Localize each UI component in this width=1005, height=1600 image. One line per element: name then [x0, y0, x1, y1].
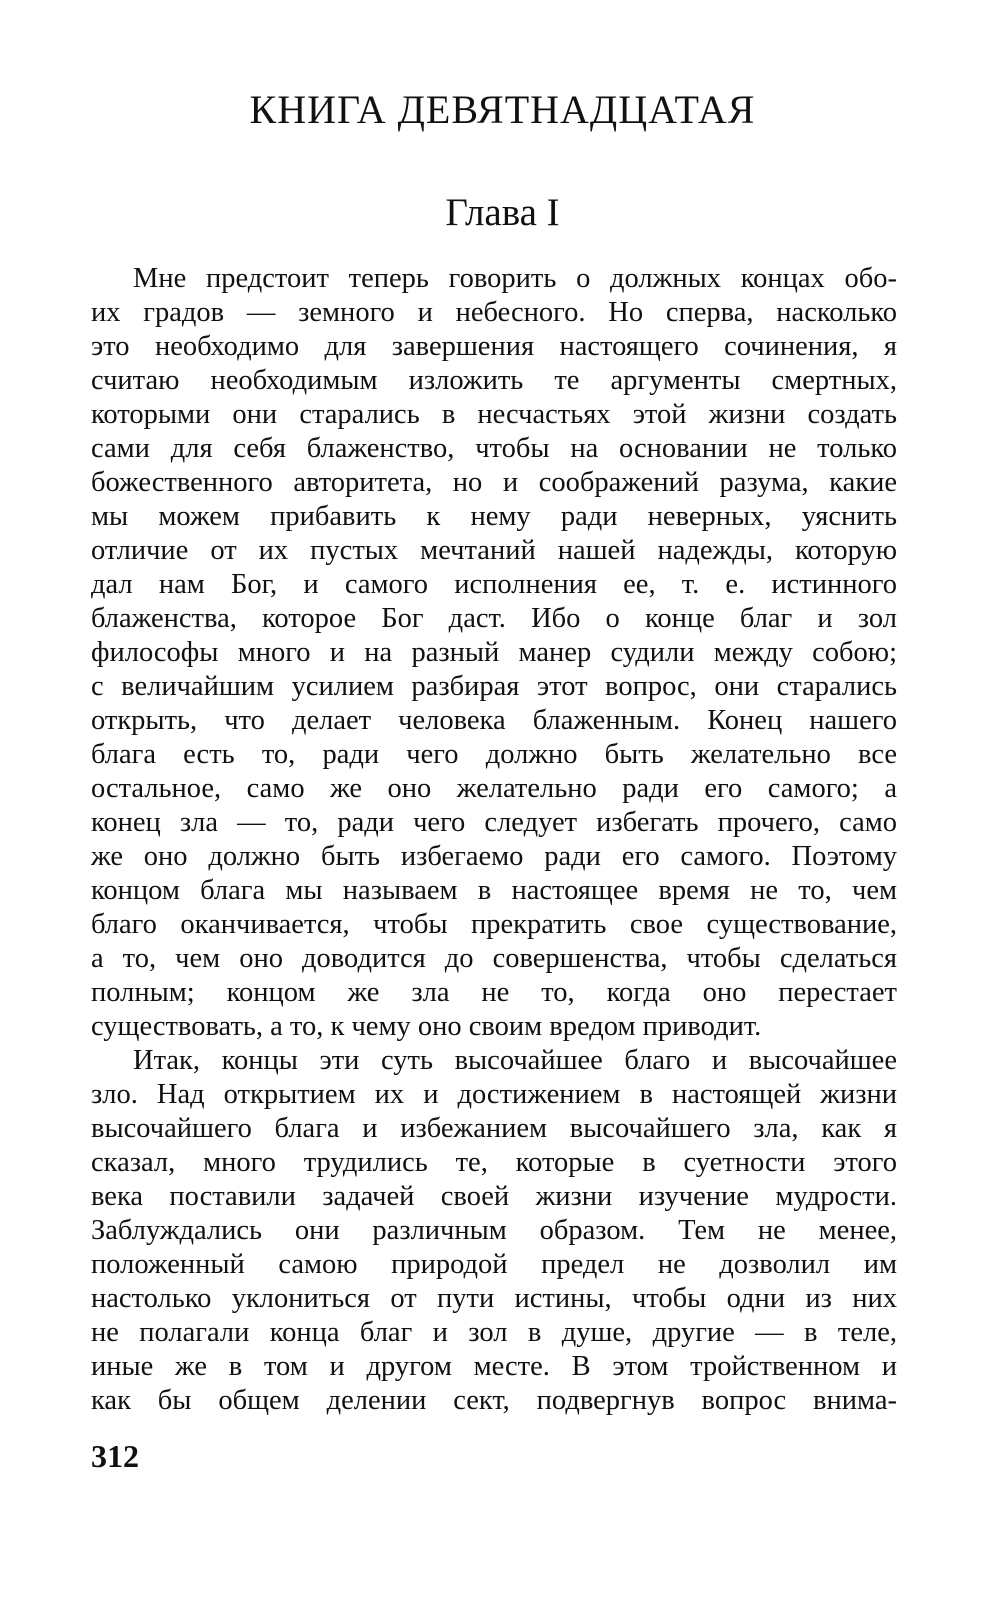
text-line: как бы общем делении сект, подвергнув вопрос внима-: [91, 1385, 897, 1416]
text-line: философы много и на разный манер судили между собою;: [91, 637, 897, 668]
text-line: существовать, а то, к чему оно своим вредом приводит.: [91, 1011, 762, 1042]
text-line: полным; концом же зла не то, когда оно перестает: [91, 977, 897, 1008]
page-number: 312: [91, 1438, 139, 1474]
text-line: века поставили задачей своей жизни изучение мудрости.: [91, 1181, 897, 1212]
text-line: концом блага мы называем в настоящее время не то, чем: [91, 875, 897, 906]
body-text: [91, 262, 897, 1418]
text-line: конец зла — то, ради чего следует избегать прочего, само: [91, 807, 897, 838]
chapter-title: Глава I: [445, 191, 560, 234]
text-line: дал нам Бог, и самого исполнения ее, т. е. истинного: [91, 569, 897, 600]
text-line: божественного авторитета, но и соображений разума, какие: [91, 467, 897, 498]
text-line: остальное, само же оно желательно ради его самого; а: [91, 773, 897, 804]
text-line: Итак, концы эти суть высочайшее благо и высочайшее: [133, 1045, 897, 1076]
text-line: не полагали конца благ и зол в душе, другие — в теле,: [91, 1317, 897, 1348]
text-line: сказал, много трудились те, которые в суетности этого: [91, 1147, 897, 1178]
text-line: высочайшего блага и избежанием высочайшего зла, как я: [91, 1113, 897, 1144]
text-line: Заблуждались они различным образом. Тем не менее,: [91, 1215, 897, 1246]
text-line: настолько уклониться от пути истины, чтобы одни из них: [91, 1283, 897, 1314]
text-line: с величайшим усилием разбирая этот вопрос, они старались: [91, 671, 897, 702]
book-title: КНИГА ДЕВЯТНАДЦАТАЯ: [249, 87, 756, 132]
text-line: же оно должно быть избегаемо ради его самого. Поэтому: [91, 841, 897, 872]
text-line: открыть, что делает человека блаженным. Конец нашего: [91, 705, 897, 736]
text-line: сами для себя блаженство, чтобы на основании не только: [91, 433, 897, 464]
text-line: а то, чем оно доводится до совершенства, чтобы сделаться: [91, 943, 897, 974]
text-line: благо оканчивается, чтобы прекратить свое существование,: [91, 909, 897, 940]
text-line: положенный самою природой предел не дозволил им: [91, 1249, 897, 1280]
text-line: которыми они старались в несчастьях этой жизни создать: [91, 399, 897, 430]
text-line: это необходимо для завершения настоящего сочинения, я: [91, 331, 897, 362]
text-line: блаженства, которое Бог даст. Ибо о конце благ и зол: [91, 603, 897, 634]
text-line: их градов — земного и небесного. Но сперва, насколько: [91, 297, 897, 328]
text-line: считаю необходимым изложить те аргументы смертных,: [91, 365, 897, 396]
text-line: блага есть то, ради чего должно быть желательно все: [91, 739, 897, 770]
text-line: Мне предстоит теперь говорить о должных концах обо-: [133, 263, 897, 294]
text-line: отличие от их пустых мечтаний нашей надежды, которую: [91, 535, 897, 566]
text-line: иные же в том и другом месте. В этом тройственном и: [91, 1351, 897, 1382]
text-line: зло. Над открытием их и достижением в настоящей жизни: [91, 1079, 897, 1110]
text-line: мы можем прибавить к нему ради неверных, уяснить: [91, 501, 897, 532]
